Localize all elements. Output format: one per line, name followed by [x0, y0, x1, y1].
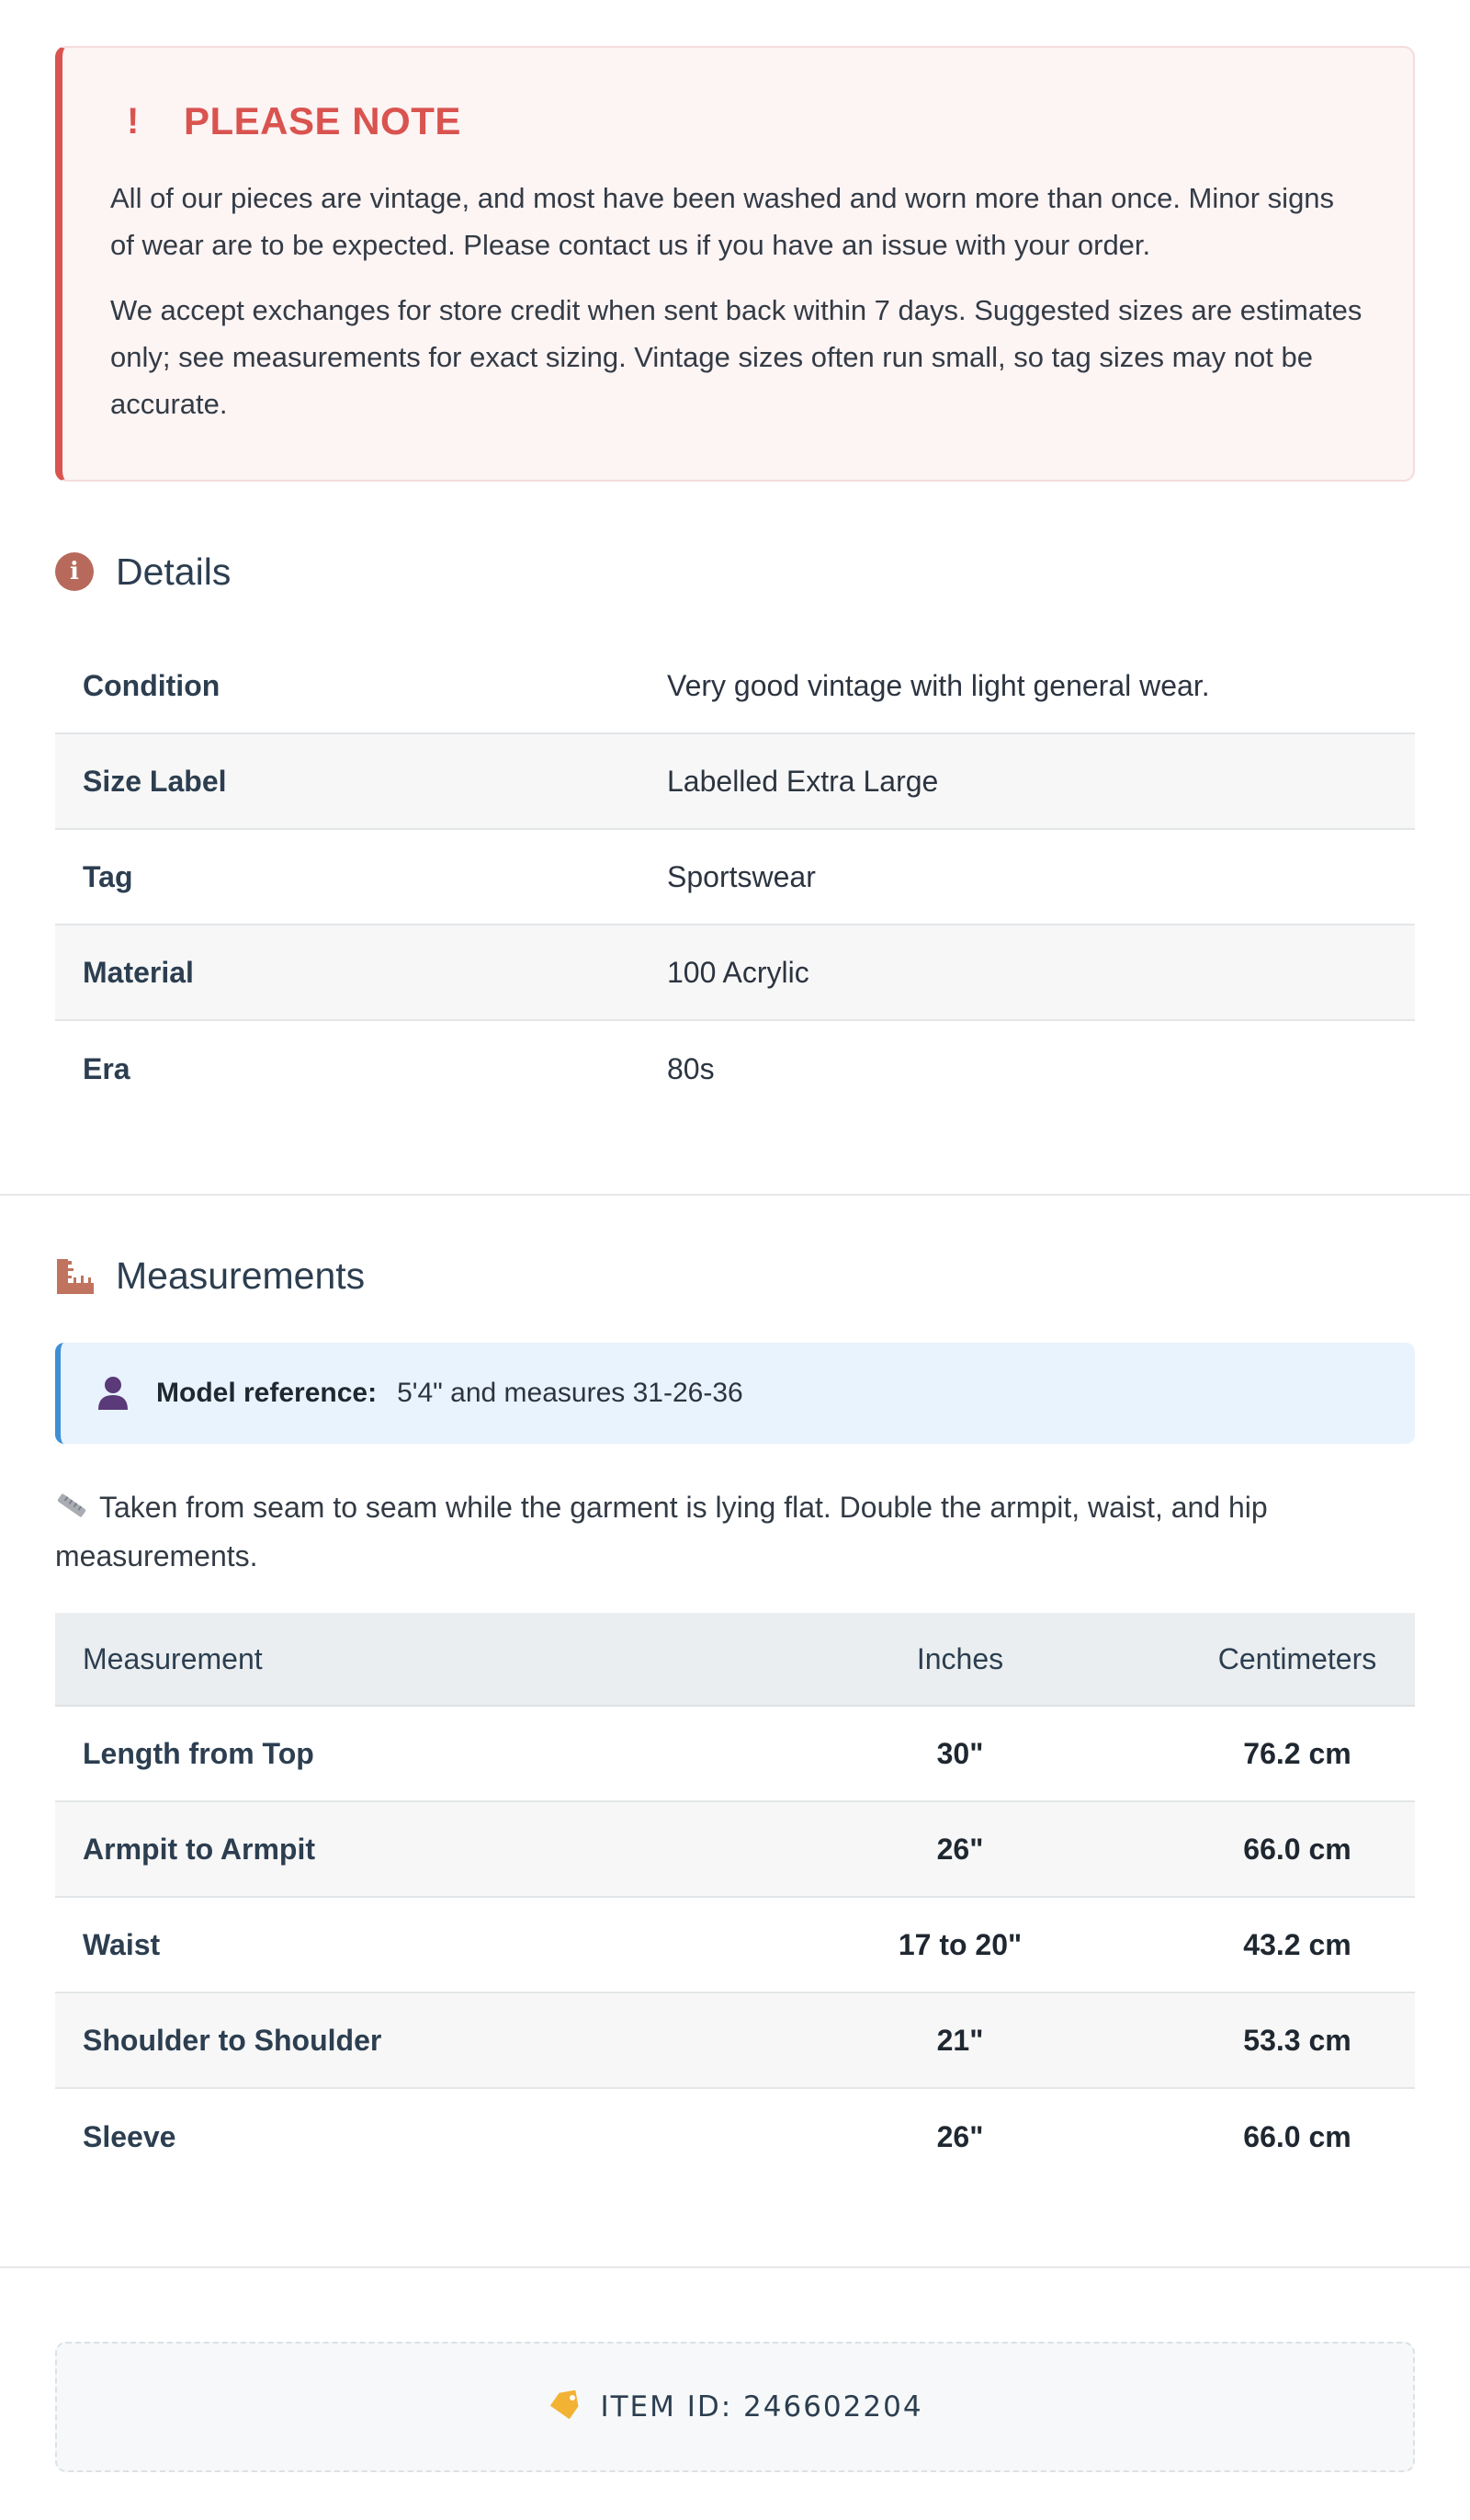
table-row — [55, 1993, 1415, 2089]
section-divider — [0, 1194, 1470, 1196]
details-row — [55, 1021, 1415, 1117]
measurement-name: Waist — [83, 1927, 161, 1961]
details-label: Tag — [83, 859, 133, 893]
ruler-icon — [55, 1254, 116, 1297]
info-circle-icon: i — [55, 552, 94, 591]
measurement-cm: 66.0 cm — [1243, 2119, 1351, 2153]
tag-icon — [547, 2390, 582, 2424]
exclamation-icon: ! — [127, 100, 140, 142]
measurement-inches: 17 to 20" — [898, 1927, 1023, 1961]
column-header-inches: Inches — [916, 1641, 1004, 1675]
model-reference-label: Model reference: — [156, 1378, 378, 1408]
measurement-inches: 26" — [936, 1832, 984, 1866]
details-value: Labelled Extra Large — [667, 764, 939, 798]
notice-paragraph: We accept exchanges for store credit when sent back within 7 days. Suggested sizes are estimates only; see measurements for exact sizing. Vintage sizes often run small, so tag sizes may not be accurate. — [110, 294, 1363, 420]
person-icon — [97, 1375, 156, 1412]
table-row — [55, 2089, 1415, 2185]
table-header — [55, 1613, 1415, 1707]
notice-header — [110, 101, 1365, 142]
measurement-cm: 53.3 cm — [1243, 2023, 1351, 2057]
measurement-cm: 43.2 cm — [1243, 1927, 1351, 1961]
measurement-name: Shoulder to Shoulder — [83, 2023, 382, 2057]
measurement-cm: 66.0 cm — [1243, 1832, 1351, 1866]
details-label: Material — [83, 955, 194, 989]
notice-paragraph: All of our pieces are vintage, and most have been washed and worn more than once. Minor signs of wear are to be expected. Please contact us if you have an issue with your order. — [110, 182, 1335, 261]
measurement-cm: 76.2 cm — [1243, 1736, 1351, 1770]
details-value: Sportswear — [667, 859, 816, 893]
model-reference-box — [55, 1343, 1415, 1444]
item-id-box — [55, 2342, 1415, 2472]
details-label: Size Label — [83, 764, 227, 798]
table-row — [55, 1802, 1415, 1898]
details-title: Details — [116, 550, 232, 593]
measurement-inches: 30" — [936, 1736, 984, 1770]
details-header — [55, 544, 1415, 599]
column-header-measurement: Measurement — [83, 1641, 263, 1675]
measurements-note — [55, 1484, 1415, 1580]
measurements-title: Measurements — [116, 1254, 366, 1297]
details-row — [55, 734, 1415, 830]
notice-title: PLEASE NOTE — [184, 99, 461, 142]
measurements-table — [55, 1613, 1415, 2185]
details-row — [55, 639, 1415, 734]
details-label: Condition — [83, 668, 220, 702]
table-row — [55, 1898, 1415, 1993]
details-value: Very good vintage with light general wear. — [667, 668, 1210, 702]
column-header-centimeters: Centimeters — [1217, 1641, 1377, 1675]
measurement-name: Length from Top — [83, 1736, 314, 1770]
notice-box — [55, 46, 1415, 482]
details-value: 80s — [667, 1051, 715, 1085]
details-label: Era — [83, 1051, 130, 1085]
details-row — [55, 830, 1415, 925]
item-id-text: ITEM ID: 246602204 — [600, 2390, 923, 2424]
measurement-name: Sleeve — [83, 2119, 176, 2153]
details-value: 100 Acrylic — [667, 955, 809, 989]
model-reference-value: 5'4" and measures 31-26-36 — [397, 1378, 743, 1408]
details-table — [55, 639, 1415, 1117]
section-divider — [0, 2266, 1470, 2268]
table-row — [55, 1707, 1415, 1802]
ruler-pencil-icon — [55, 1486, 88, 1533]
measurement-inches: 26" — [936, 2119, 984, 2153]
measurements-header — [55, 1248, 1415, 1303]
measurement-name: Armpit to Armpit — [83, 1832, 316, 1866]
details-row — [55, 925, 1415, 1021]
measurements-note-text: Taken from seam to seam while the garment is lying flat. Double the armpit, waist, and hip measurements. — [55, 1491, 1268, 1573]
measurement-inches: 21" — [936, 2023, 984, 2057]
